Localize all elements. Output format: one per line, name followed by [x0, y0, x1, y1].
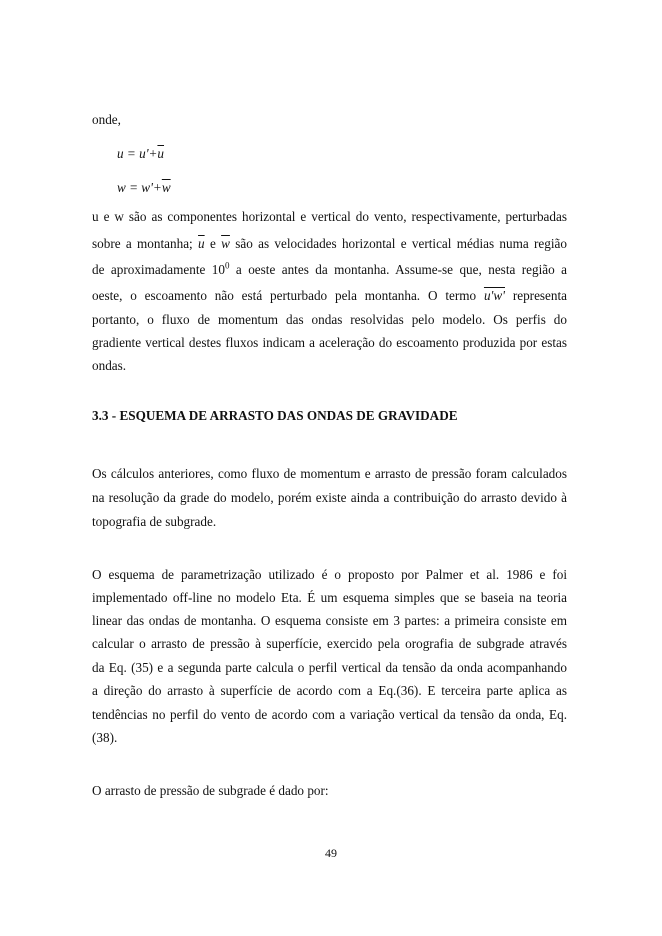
paragraph3-line1: O esquema de parametrização utilizado é o proposto por Palmer et al. 1986 e foi	[92, 567, 567, 582]
equation-u-mean: $\overline{u}$	[157, 146, 165, 161]
intro-word: onde,	[92, 112, 121, 127]
equation-u-prime: u'	[139, 146, 149, 161]
equation-u-plus: +	[148, 146, 158, 161]
paragraph1-line2-e: e	[209, 236, 216, 251]
paragraph3-line8: (38).	[92, 730, 118, 745]
paragraph3-line3: linear das ondas de montanha. O esquema consiste em 3 partes: a primeira consiste em	[92, 613, 567, 628]
paragraph1-line2-b: são as velocidades horizontal e vertical médias numa região	[235, 236, 567, 251]
paragraph1-line6: gradiente vertical destes fluxos indicam a aceleração do escoamento produzida por estas	[92, 335, 567, 350]
equation-u-lhs: u	[117, 146, 124, 161]
paragraph1-line2-a: sobre a montanha;	[92, 236, 193, 251]
equation-w	[117, 180, 171, 196]
page-number: 49	[325, 846, 337, 860]
paragraph1-line3-b: a oeste antes da montanha. Assume-se que, nesta região a	[229, 262, 568, 277]
paragraph3-line6: a direção do arrasto à superfície de acordo com a Eq.(36). E terceira parte aplica as	[92, 683, 567, 698]
equation-u-equals: =	[123, 146, 140, 161]
paragraph1-line4	[92, 287, 567, 304]
paragraph4: O arrasto de pressão de subgrade é dado por:	[92, 783, 329, 798]
paragraph1-line3	[92, 261, 567, 278]
equation-u	[117, 146, 164, 162]
paragraph3-line2: implementado off-line no modelo Eta. É um esquema simples que se baseia na teoria	[92, 590, 567, 605]
equation-w-lhs: w	[117, 180, 126, 195]
paragraph1-line1: u e w são as componentes horizontal e vertical do vento, respectivamente, perturbadas	[92, 209, 567, 224]
degree-superscript: 0	[224, 260, 230, 271]
flux-term-symbol: u'w'	[483, 288, 505, 303]
paragraph3-line7: tendências no perfil do vento de acordo com a variação vertical da tensão da onda, Eq.	[92, 707, 567, 722]
paragraph2-line1: Os cálculos anteriores, como fluxo de momentum e arrasto de pressão foram calculados	[92, 466, 567, 481]
paragraph1-line5: portanto, o fluxo de momentum das ondas resolvidas pelo modelo. Os perfis do	[92, 312, 567, 327]
paragraph1-line4-b: representa	[512, 288, 568, 303]
paragraph1-line2	[92, 235, 567, 252]
paragraph1-line3-a: de aproximadamente 10	[92, 262, 225, 277]
paragraph3-line5: da Eq. (35) e a segunda parte calcula o perfil vertical da tensão da onda acompanhando	[92, 660, 567, 675]
equation-w-mean: $\overline{w}$	[161, 180, 171, 195]
mean-w-symbol: $\overline{w}$	[221, 236, 230, 251]
equation-w-prime: w'	[141, 180, 153, 195]
equation-w-equals: =	[125, 180, 142, 195]
equation-w-plus: +	[152, 180, 162, 195]
section-heading: 3.3 - ESQUEMA DE ARRASTO DAS ONDAS DE GRAVIDADE	[92, 408, 458, 423]
paragraph3-line4: calcular o arrasto de pressão à superfície, exercido pela orografia de subgrade através	[92, 636, 567, 651]
paragraph1-line4-a: oeste, o escoamento não está perturbado pela montanha. O termo	[92, 288, 477, 303]
paragraph1-line7: ondas.	[92, 358, 127, 373]
paragraph2-line3: topografia de subgrade.	[92, 514, 217, 529]
mean-u-symbol: $\overline{u}$	[198, 236, 205, 251]
paragraph2-line2: na resolução da grade do modelo, porém existe ainda a contribuição do arrasto devido à	[92, 490, 567, 505]
